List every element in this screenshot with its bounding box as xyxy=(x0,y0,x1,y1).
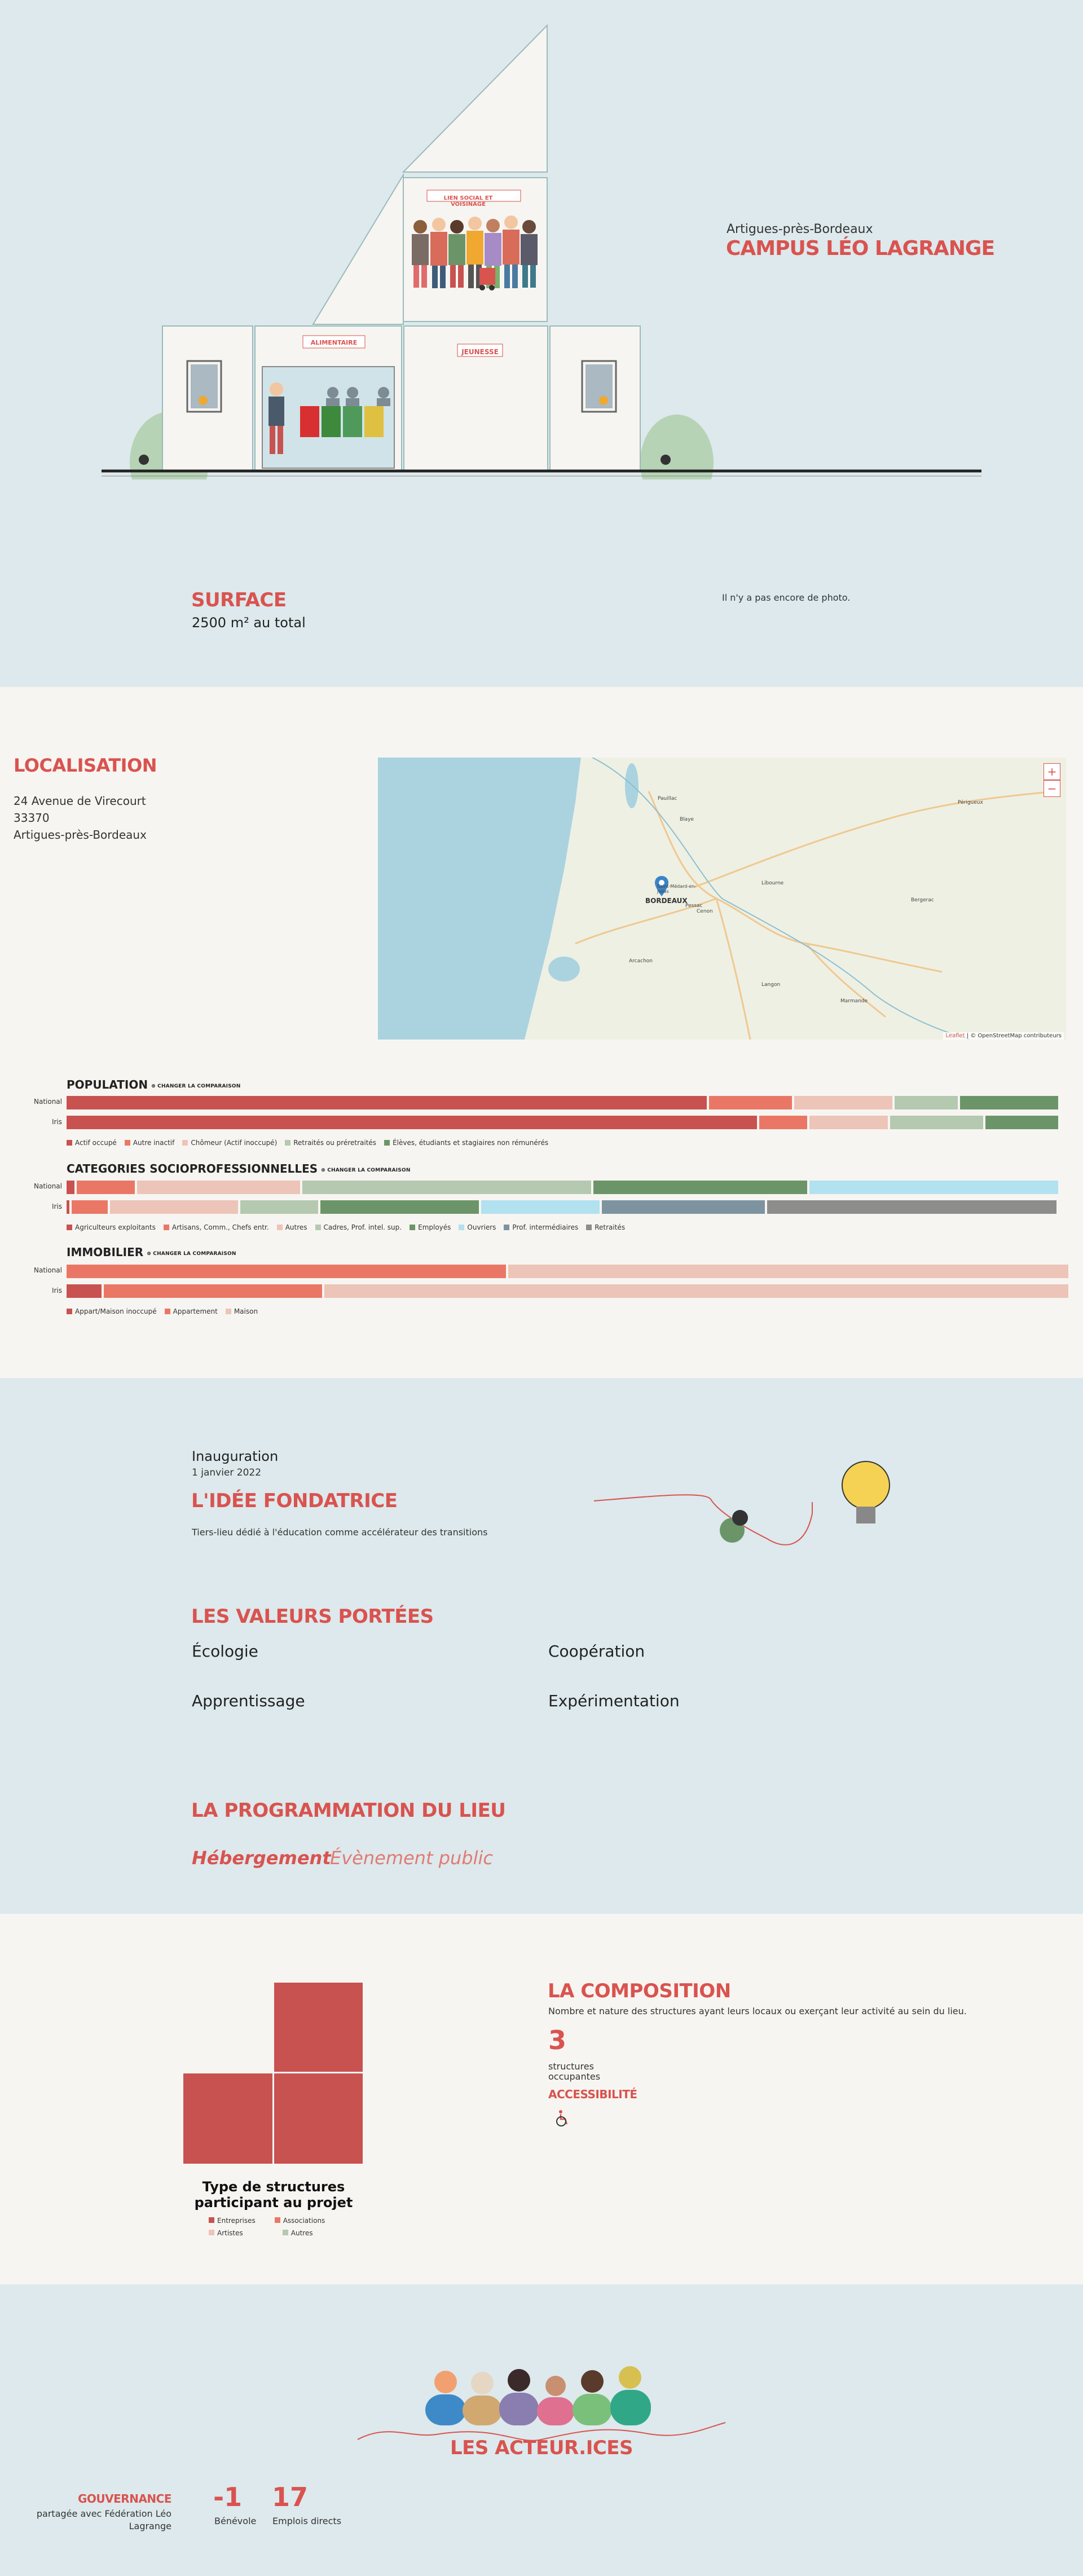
value-cooperation: Coopération xyxy=(548,1642,645,1661)
housing-compare-text[interactable]: CHANGER LA COMPARAISON xyxy=(153,1251,236,1257)
population-iris-segment-2 xyxy=(809,1116,887,1129)
population-national-segment-4 xyxy=(960,1096,1058,1109)
structures-chart-title xyxy=(183,2179,364,2210)
csp-bar-national xyxy=(67,1181,1071,1194)
population-legend-item-3: Retraités ou préretraités xyxy=(285,1139,376,1147)
housing-compare-link[interactable]: ⊕ CHANGER LA COMPARAISON xyxy=(147,1251,236,1257)
wheelchair-icon xyxy=(554,2110,572,2130)
value-experimentation: Expérimentation xyxy=(548,1692,680,1710)
address-city: Artigues-près-Bordeaux xyxy=(14,828,147,842)
legend-autres: Autres xyxy=(283,2229,313,2239)
csp-iris-segment-2 xyxy=(110,1200,238,1214)
governance-title: GOUVERNANCE xyxy=(78,2492,171,2505)
csp-legend-item-3: Cadres, Prof. intel. sup. xyxy=(315,1223,402,1231)
benevole-label: Bénévole xyxy=(214,2516,257,2526)
csp-legend-item-4: Employés xyxy=(410,1223,451,1231)
structures-chart-title-line2: participant au projet xyxy=(194,2195,353,2210)
housing-title xyxy=(67,1245,236,1259)
csp-iris-segment-0 xyxy=(67,1200,69,1214)
zoom-in-button[interactable]: + xyxy=(1044,763,1060,780)
housing-iris-segment-1 xyxy=(104,1284,323,1298)
address-street: 24 Avenue de Virecourt xyxy=(14,794,146,808)
address-block xyxy=(14,792,147,843)
population-title-text: POPULATION xyxy=(67,1078,148,1091)
population-row-national: National xyxy=(33,1098,62,1106)
map-attribution xyxy=(943,1032,1064,1040)
legend-associations: Associations xyxy=(275,2217,325,2229)
population-compare-link[interactable]: ⊕ CHANGER LA COMPARAISON xyxy=(151,1084,241,1089)
sign-youth: JEUNESSE xyxy=(461,348,499,356)
surface-title: SURFACE xyxy=(191,589,287,611)
jobs-label: Emplois directs xyxy=(272,2516,342,2526)
values-title: LES VALEURS PORTÉES xyxy=(191,1605,434,1628)
csp-compare-text[interactable]: CHANGER LA COMPARAISON xyxy=(327,1168,411,1173)
structures-legend xyxy=(209,2217,355,2239)
housing-legend-item-1: Appartement xyxy=(165,1307,218,1315)
population-legend-item-1: Autre inactif xyxy=(125,1139,175,1147)
idea-section xyxy=(0,1378,1083,1914)
idea-title: L'IDÉE FONDATRICE xyxy=(191,1490,398,1512)
population-compare-text[interactable]: CHANGER LA COMPARAISON xyxy=(157,1084,241,1089)
map-place-libourne: Libourne xyxy=(761,880,784,886)
csp-legend-item-5: Ouvriers xyxy=(459,1223,496,1231)
no-photo-text: Il n'y a pas encore de photo. xyxy=(722,592,851,603)
population-national-segment-0 xyxy=(67,1096,707,1109)
map-place-perigueux: Périgueux xyxy=(958,800,983,805)
csp-iris-segment-6 xyxy=(602,1200,765,1214)
csp-national-segment-1 xyxy=(77,1181,135,1194)
csp-compare-link[interactable]: ⊕ CHANGER LA COMPARAISON xyxy=(321,1168,411,1173)
population-iris-segment-0 xyxy=(67,1116,757,1129)
structures-count-label-2: occupantes xyxy=(548,2071,601,2082)
actors-section xyxy=(0,2284,1083,2576)
housing-legend xyxy=(67,1307,258,1315)
csp-iris-segment-3 xyxy=(240,1200,318,1214)
legend-artistes: Artistes xyxy=(209,2229,243,2239)
csp-legend-item-6: Prof. intermédiaires xyxy=(504,1223,578,1231)
prog-hebergement: Hébergement xyxy=(192,1847,331,1869)
population-legend-item-2: Chômeur (Actif inoccupé) xyxy=(182,1139,277,1147)
housing-bar-iris xyxy=(67,1284,1071,1298)
lightbulb-illustration xyxy=(592,1446,908,1575)
leaflet-link[interactable]: Leaflet xyxy=(945,1033,965,1039)
csp-national-segment-3 xyxy=(302,1181,591,1194)
place-title: CAMPUS LÉO LAGRANGE xyxy=(726,237,995,260)
value-ecologie: Écologie xyxy=(192,1642,258,1661)
population-title xyxy=(67,1078,240,1091)
map-place-langon: Langon xyxy=(761,982,781,988)
housing-row-iris: Iris xyxy=(51,1287,62,1294)
population-national-segment-2 xyxy=(794,1096,892,1109)
osm-attribution[interactable]: | © OpenStreetMap contributeurs xyxy=(966,1033,1062,1039)
sign-food: ALIMENTAIRE xyxy=(310,339,358,346)
inauguration-label: Inauguration xyxy=(192,1448,279,1464)
map-place-marmande: Marmande xyxy=(840,998,868,1004)
map[interactable] xyxy=(378,758,1066,1040)
structures-chart xyxy=(183,1983,364,2166)
value-apprentissage: Apprentissage xyxy=(192,1692,305,1710)
governance-text xyxy=(23,2508,171,2533)
csp-bar-iris xyxy=(67,1200,1071,1214)
composition-section xyxy=(0,1914,1083,2284)
housing-iris-segment-0 xyxy=(67,1284,102,1298)
structures-chart-title-line1: Type de structures xyxy=(202,2179,345,2195)
csp-national-segment-5 xyxy=(809,1181,1058,1194)
actors-title: LES ACTEUR.ICES xyxy=(450,2437,633,2459)
housing-iris-segment-2 xyxy=(324,1284,1068,1298)
city-name: Artigues-près-Bordeaux xyxy=(727,222,873,236)
housing-bar-national xyxy=(67,1265,1071,1278)
housing-national-segment-2 xyxy=(508,1265,1068,1278)
chart-cell-3 xyxy=(274,2073,363,2164)
map-place-pessac: Pessac xyxy=(685,903,703,909)
sign-social: LIEN SOCIAL ET VOISINAGE xyxy=(443,195,493,208)
population-legend-item-4: Élèves, étudiants et stagiaires non rémunérés xyxy=(384,1139,548,1147)
csp-legend-item-7: Retraités xyxy=(586,1223,625,1231)
population-bar-iris xyxy=(67,1116,1071,1129)
zoom-out-button[interactable]: − xyxy=(1044,780,1060,797)
csp-iris-segment-5 xyxy=(481,1200,600,1214)
location-section xyxy=(0,687,1083,1378)
population-bar-national xyxy=(67,1096,1071,1109)
csp-row-national: National xyxy=(33,1182,62,1190)
governance-text-1: partagée avec Fédération Léo xyxy=(36,2508,171,2519)
csp-iris-segment-7 xyxy=(767,1200,1056,1214)
csp-iris-segment-4 xyxy=(320,1200,479,1214)
marker-label: BORDEAUX xyxy=(645,897,688,905)
csp-national-segment-0 xyxy=(67,1181,74,1194)
csp-legend-item-0: Agriculteurs exploitants xyxy=(67,1223,156,1231)
housing-row-national: National xyxy=(33,1266,62,1274)
csp-national-segment-2 xyxy=(137,1181,301,1194)
map-place-saint-medard: Saint-Médard-en-Jalles xyxy=(657,884,697,894)
csp-iris-segment-1 xyxy=(72,1200,108,1214)
inauguration-date: 1 janvier 2022 xyxy=(192,1467,262,1478)
programmation-title: LA PROGRAMMATION DU LIEU xyxy=(191,1799,506,1822)
csp-title xyxy=(67,1162,411,1175)
jobs-count: 17 xyxy=(272,2482,309,2512)
housing-national-segment-1 xyxy=(67,1265,506,1278)
composition-title: LA COMPOSITION xyxy=(548,1980,731,2002)
structures-count-label-1: structures xyxy=(548,2061,594,2072)
map-place-cenon: Cenon xyxy=(697,909,713,914)
csp-legend xyxy=(67,1223,625,1231)
idea-text: Tiers-lieu dédié à l'éducation comme accélérateur des transitions xyxy=(192,1527,488,1538)
map-place-arcachon: Arcachon xyxy=(629,958,653,964)
map-place-bergerac: Bergerac xyxy=(911,897,934,903)
housing-legend-item-2: Maison xyxy=(226,1307,258,1315)
csp-legend-item-2: Autres xyxy=(277,1223,307,1231)
benevole-count: -1 xyxy=(213,2482,243,2512)
population-legend-item-0: Actif occupé xyxy=(67,1139,117,1147)
legend-entreprises: Entreprises xyxy=(209,2217,256,2229)
population-iris-segment-4 xyxy=(985,1116,1059,1129)
population-national-segment-3 xyxy=(895,1096,958,1109)
population-national-segment-1 xyxy=(709,1096,792,1109)
governance-text-2: Lagrange xyxy=(129,2521,171,2531)
chart-cell-2 xyxy=(183,2073,272,2164)
population-row-iris: Iris xyxy=(51,1118,62,1126)
csp-row-iris: Iris xyxy=(51,1203,62,1210)
structures-count-label xyxy=(548,2062,600,2082)
chart-cell-1 xyxy=(274,1983,363,2072)
map-place-pauillac: Pauillac xyxy=(658,796,677,802)
location-title: LOCALISATION xyxy=(14,755,157,776)
hero-section xyxy=(0,0,1083,687)
composition-desc: Nombre et nature des structures ayant leurs locaux ou exerçant leur activité au sein du lieu. xyxy=(548,2006,967,2016)
population-iris-segment-1 xyxy=(759,1116,807,1129)
map-place-blaye: Blaye xyxy=(680,817,694,822)
accessibility-title: ACCESSIBILITÉ xyxy=(548,2088,637,2101)
surface-value: 2500 m² au total xyxy=(192,615,306,631)
population-iris-segment-3 xyxy=(890,1116,983,1129)
csp-legend-item-1: Artisans, Comm., Chefs entr. xyxy=(164,1223,269,1231)
housing-legend-item-0: Appart/Maison inoccupé xyxy=(67,1307,157,1315)
prog-evenement: Évènement public xyxy=(330,1847,493,1869)
csp-national-segment-4 xyxy=(593,1181,807,1194)
csp-title-text: CATEGORIES SOCIOPROFESSIONNELLES xyxy=(67,1162,318,1175)
structures-count: 3 xyxy=(548,2025,567,2055)
address-postcode: 33370 xyxy=(14,811,50,825)
housing-title-text: IMMOBILIER xyxy=(67,1245,144,1259)
population-legend xyxy=(67,1139,548,1147)
